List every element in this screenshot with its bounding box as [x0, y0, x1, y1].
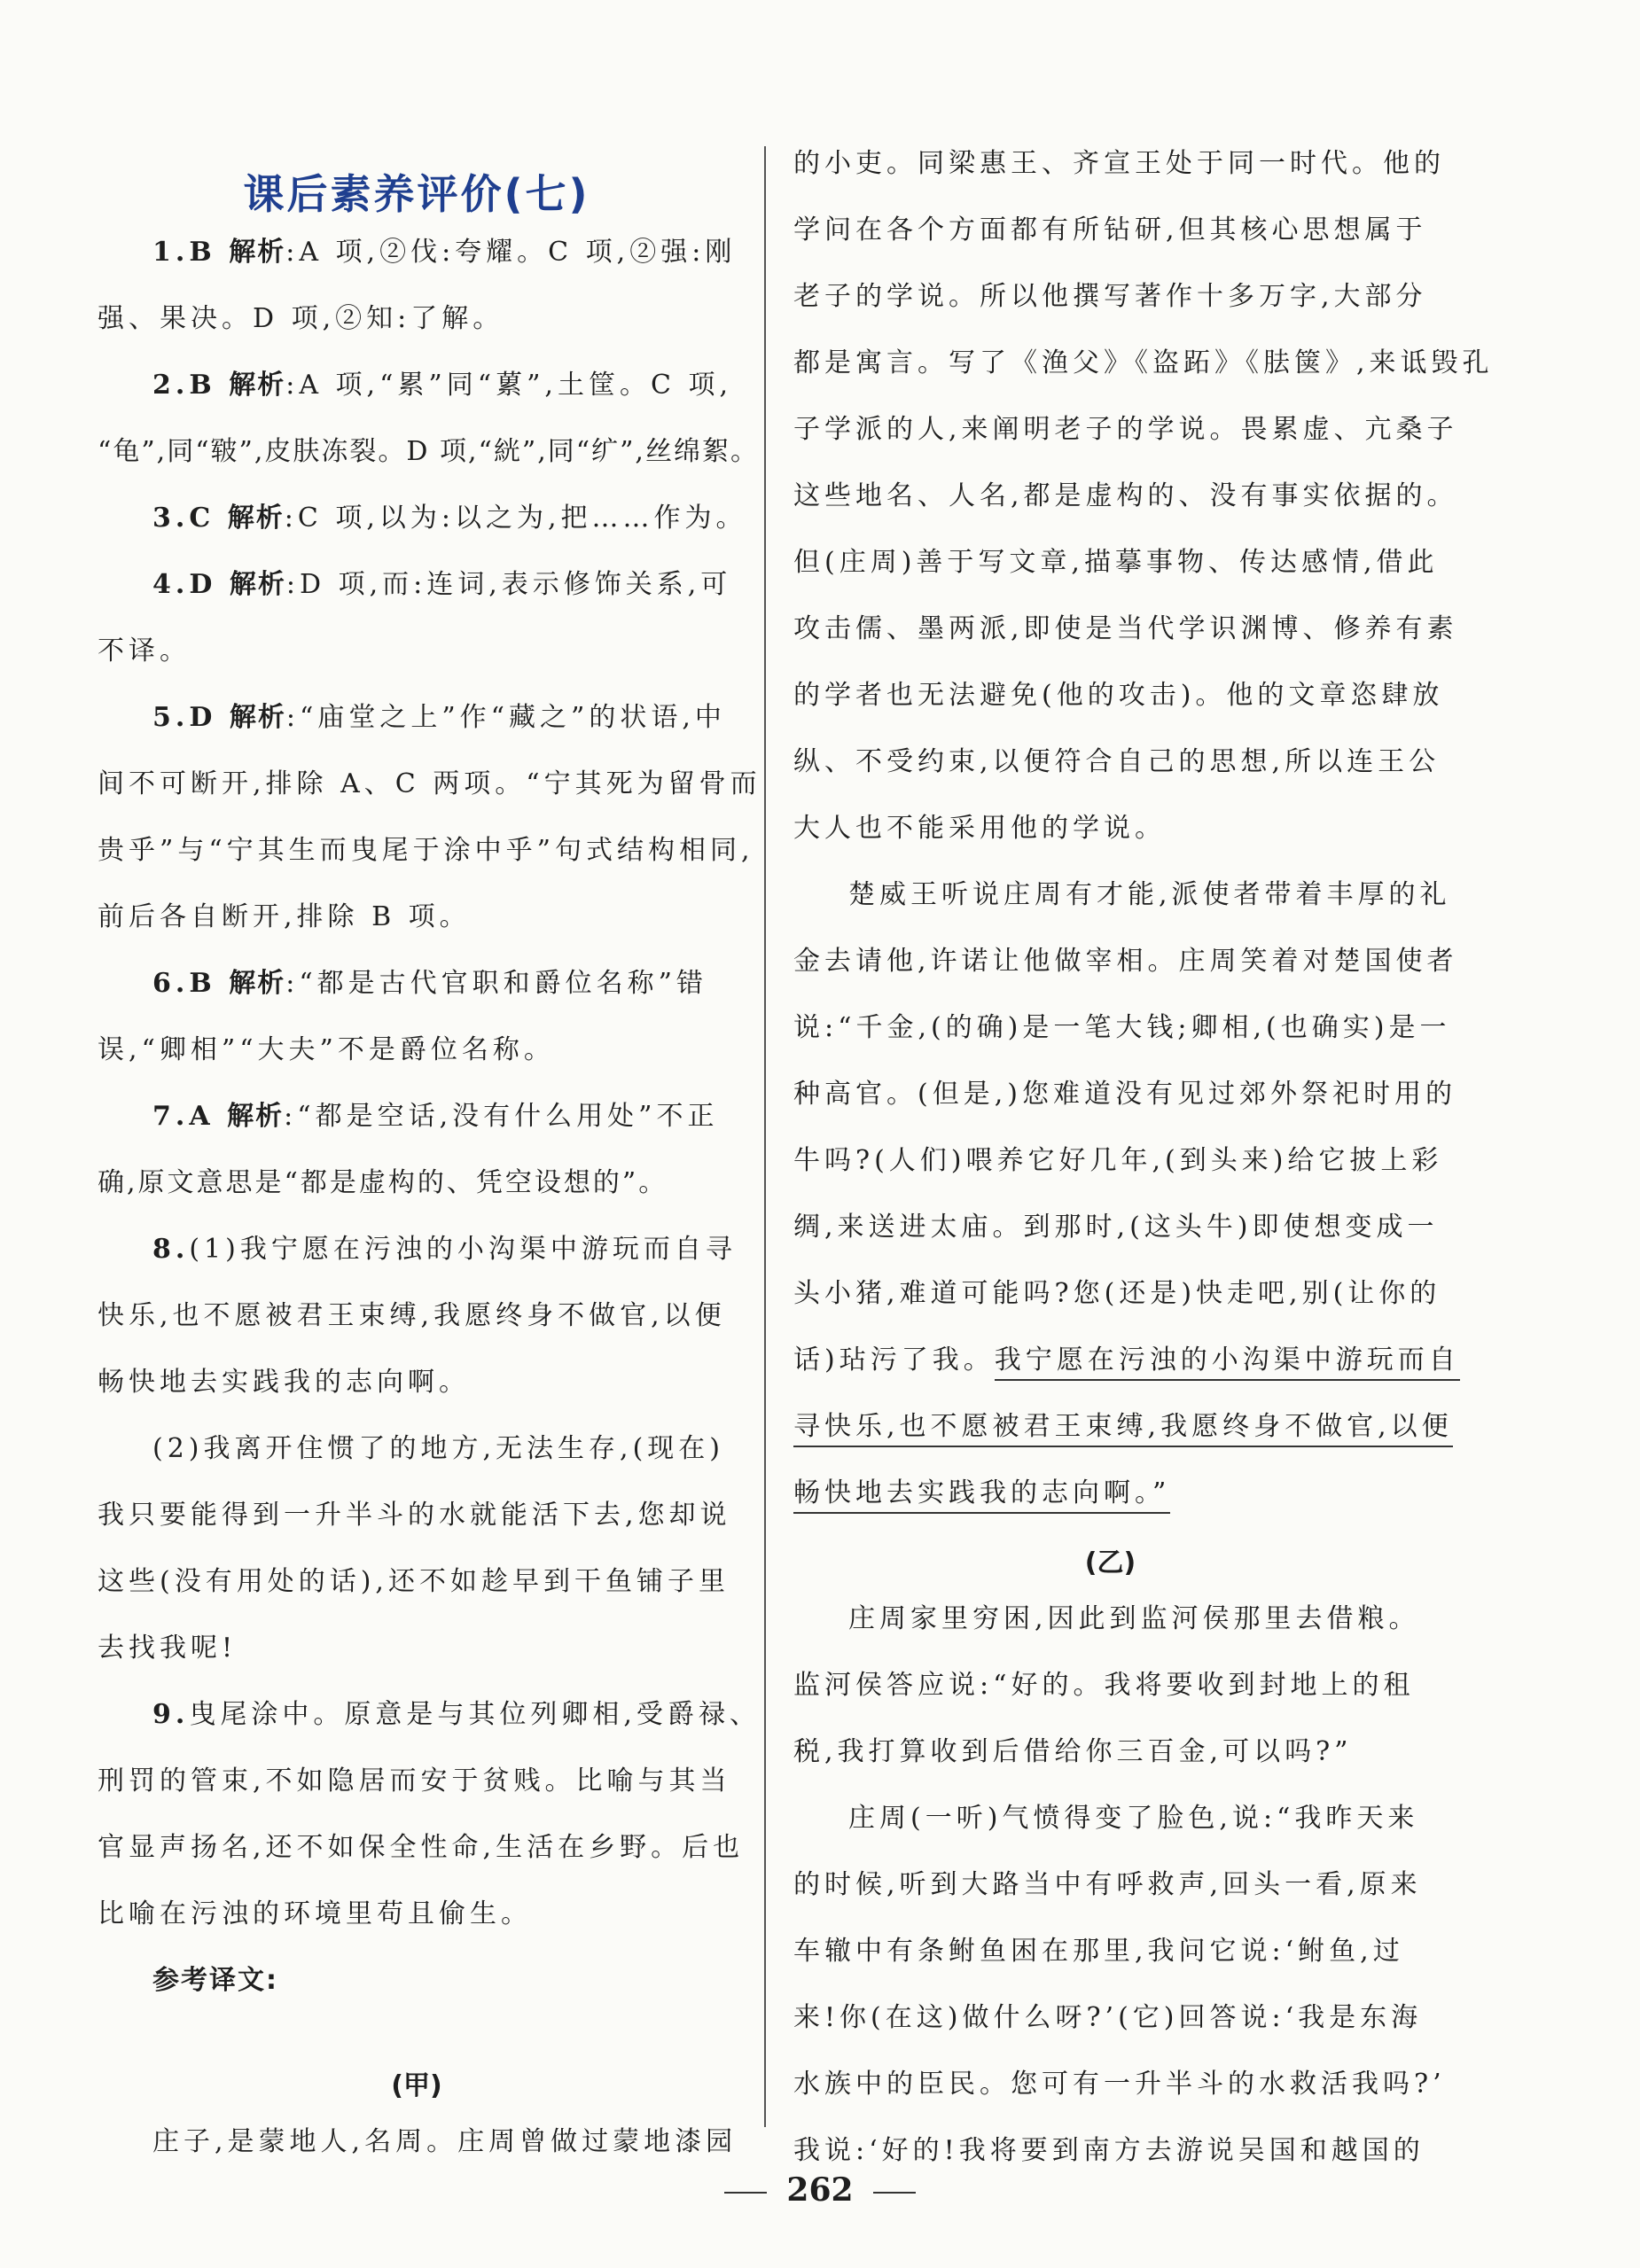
translation-text: 这些地名、人名,都是虚构的、没有事实依据的。 — [793, 480, 1458, 511]
answer-text: 前后各自断开,排除 B 项。 — [98, 901, 471, 932]
answer-5 — [98, 702, 761, 932]
translation-heading: 参考译文: — [152, 1965, 278, 1996]
answer-text: 不译。 — [98, 635, 191, 666]
answer-text: 间不可断开,排除 A、C 两项。“宁其死为留骨而 — [98, 768, 761, 799]
page-number-text: 262 — [786, 2171, 854, 2209]
translation-text: 子学派的人,来阐明老子的学说。畏累虚、亢桑子 — [793, 414, 1458, 445]
analysis-tag: 解析 — [229, 702, 286, 733]
answer-text: :A 项,“累”同“蔂”,土筐。C 项, — [285, 370, 732, 401]
translation-text: 但(庄周)善于写文章,描摹事物、传达感情,借此 — [793, 547, 1439, 578]
answer-list — [98, 237, 761, 2032]
translation-text: 我说:‘好的!我将要到南方去游说吴国和越国的 — [793, 2135, 1425, 2166]
answer-text: :“庙堂之上”作“藏之”的状语,中 — [285, 702, 726, 733]
answer-2 — [98, 370, 759, 467]
answer-text: 比喻在污浊的环境里苟且偷生。 — [98, 1898, 532, 1929]
analysis-tag: 解析 — [229, 968, 286, 999]
part-b-heading: (乙) — [1084, 1547, 1136, 1578]
answer-number: 9. — [152, 1699, 190, 1730]
answer-text: 去找我呢! — [98, 1633, 238, 1664]
answer-number: 3.C — [152, 503, 215, 534]
answer-9 — [98, 1699, 761, 1929]
translation-text: 绸,来送进太庙。到那时,(这头牛)即使想变成一 — [793, 1212, 1439, 1243]
part-a-continued — [793, 148, 1494, 1508]
answer-text: 官显声扬名,还不如保全性命,生活在乡野。后也 — [98, 1832, 745, 1863]
translation-text: 的小吏。同梁惠王、齐宣王处于同一时代。他的 — [793, 148, 1445, 179]
translation-text: 说:“千金,(的确)是一笔大钱;卿相,(也确实)是一 — [793, 1012, 1451, 1043]
underlined-answer-text: 寻快乐,也不愿被君王束缚,我愿终身不做官,以便 — [793, 1411, 1453, 1447]
underlined-answer-text: 畅快地去实践我的志向啊。” — [793, 1477, 1170, 1514]
translation-text: 攻击儒、墨两派,即使是当代学识渊博、修养有素 — [793, 613, 1458, 644]
translation-text: 来!你(在这)做什么呀?’(它)回答说:‘我是东海 — [793, 2002, 1423, 2033]
answer-8-part-1 — [98, 1235, 736, 1398]
answer-number: 2.B — [152, 370, 216, 401]
page-number — [0, 2171, 1640, 2209]
answer-text: 快乐,也不愿被君王束缚,我愿终身不做官,以便 — [98, 1300, 726, 1331]
translation-text: 学问在各个方面都有所钻研,但其核心思想属于 — [793, 214, 1427, 246]
translation-text: 金去请他,许诺让他做宰相。庄周笑着对楚国使者 — [793, 946, 1458, 977]
answer-3 — [98, 503, 747, 534]
translation-text: 牛吗?(人们)喂养它好几年,(到头来)给它披上彩 — [793, 1145, 1443, 1176]
analysis-tag: 解析 — [229, 237, 286, 268]
underlined-answer-text: 我宁愿在污浊的小沟渠中游玩而自 — [995, 1344, 1460, 1381]
answer-number: 6.B — [152, 968, 216, 999]
answer-text: 这些(没有用处的话),还不如趁早到干鱼铺子里 — [98, 1566, 730, 1597]
translation-text: 纵、不受约束,以便符合自己的思想,所以连王公 — [793, 746, 1441, 777]
translation-text: 头小猪,难道可能吗?您(还是)快走吧,别(让你的 — [793, 1278, 1441, 1309]
part-b — [793, 1603, 1446, 2166]
analysis-tag: 解析 — [229, 569, 286, 600]
analysis-tag: 解析 — [229, 370, 286, 401]
answer-8-part-2 — [98, 1434, 736, 1664]
answer-text: 误,“卿相”“大夫”不是爵位名称。 — [98, 1034, 555, 1065]
column-divider — [764, 146, 766, 2127]
translation-text: 大人也不能采用他的学说。 — [793, 813, 1166, 844]
translation-line — [793, 1344, 1460, 1376]
answer-text: 确,原文意思是“都是虚构的、凭空设想的”。 — [98, 1167, 668, 1198]
answer-text: 我只要能得到一升半斗的水就能活下去,您却说 — [98, 1500, 731, 1531]
translation-text: 车辙中有条鲋鱼困在那里,我问它说:‘鲋鱼,过 — [793, 1936, 1404, 1967]
translation-text: 庄周(一听)气愤得变了脸色,说:“我昨天来 — [848, 1803, 1419, 1834]
translation-line — [793, 1478, 1427, 1508]
translation-text: 水族中的臣民。您可有一升半斗的水救活我吗?’ — [793, 2069, 1446, 2100]
answer-7 — [98, 1102, 736, 1198]
answer-text: 贵乎”与“宁其生而曳尾于涂中乎”句式结构相同, — [98, 835, 754, 866]
answer-text: 畅快地去实践我的志向啊。 — [98, 1367, 470, 1398]
answer-4 — [98, 570, 736, 666]
analysis-tag: 解析 — [227, 503, 285, 534]
translation-line — [793, 1411, 1453, 1442]
page-title: 课后素养评价(七) — [243, 170, 590, 218]
answer-text: :A 项,②伐:夸耀。C 项,②强:刚 — [285, 237, 737, 268]
answer-text: (2)我离开住惯了的地方,无法生存,(现在) — [152, 1433, 724, 1464]
answer-text: 曳尾涂中。原意是与其位列卿相,受爵禄、 — [189, 1699, 761, 1730]
translation-text: 都是寓言。写了《渔父》《盗跖》《胠箧》,来诋毁孔 — [793, 347, 1494, 378]
translation-text: 楚威王听说庄周有才能,派使者带着丰厚的礼 — [848, 879, 1451, 910]
answer-text: :“都是古代官职和爵位名称”错 — [285, 968, 708, 999]
answer-text: “龟”,同“皲”,皮肤冻裂。D 项,“絖”,同“纩”,丝绵絮。 — [98, 436, 759, 467]
answer-text: 刑罚的管束,不如隐居而安于贫贱。比喻与其当 — [98, 1765, 731, 1796]
answer-number: 1.B — [152, 237, 216, 268]
translation-text: 的时候,听到大路当中有呼救声,回头一看,原来 — [793, 1869, 1422, 1900]
analysis-tag: 解析 — [227, 1101, 285, 1132]
answer-number: 5.D — [152, 702, 217, 733]
translation-text: 话)玷污了我。 — [793, 1344, 995, 1376]
answer-6 — [98, 969, 736, 1065]
translation-text: 的学者也无法避免(他的攻击)。他的文章恣肆放 — [793, 680, 1444, 711]
answer-number: 7.A — [152, 1101, 215, 1132]
answer-text: :“都是空话,没有什么用处”不正 — [284, 1101, 719, 1132]
translation-text: 种高官。(但是,)您难道没有见过郊外祭祀时用的 — [793, 1079, 1456, 1110]
answer-text: 强、果决。D 项,②知:了解。 — [98, 303, 504, 334]
translation-text: 庄周家里穷困,因此到监河侯那里去借粮。 — [848, 1603, 1420, 1634]
translation-text: 老子的学说。所以他撰写著作十多万字,大部分 — [793, 281, 1427, 312]
page-number-dash — [873, 2192, 916, 2194]
translation-text: 庄子,是蒙地人,名周。庄周曾做过蒙地漆园 — [152, 2126, 738, 2157]
answer-text: (1)我宁愿在污浊的小沟渠中游玩而自寻 — [189, 1234, 737, 1265]
answer-number: 8. — [152, 1234, 190, 1265]
translation-text: 监河侯答应说:“好的。我将要收到封地上的租 — [793, 1670, 1415, 1701]
translation-text: 税,我打算收到后借给你三百金,可以吗?” — [793, 1736, 1353, 1767]
page-number-dash — [724, 2192, 767, 2194]
answer-1 — [98, 238, 736, 334]
answer-number: 4.D — [152, 569, 217, 600]
part-a-heading: (甲) — [391, 2070, 442, 2101]
answer-text: :D 项,而:连词,表示修饰关系,可 — [285, 569, 732, 600]
answer-text: :C 项,以为:以之为,把……作为。 — [284, 503, 747, 534]
part-a-start — [98, 2127, 736, 2157]
